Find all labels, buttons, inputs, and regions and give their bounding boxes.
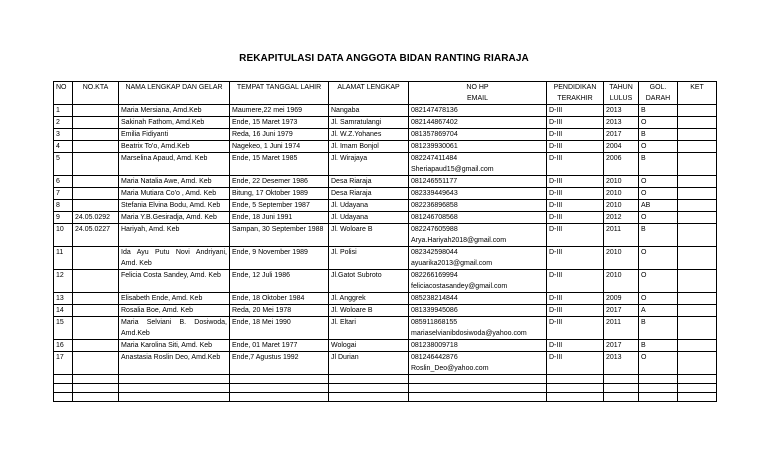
cell-tahun-lulus: 2013 bbox=[604, 117, 639, 129]
email-address: Arya.Hariyah2018@gmail.com bbox=[411, 237, 507, 244]
cell-hp bbox=[409, 141, 547, 153]
cell-ket bbox=[678, 129, 717, 141]
cell-ket bbox=[678, 200, 717, 212]
empty-row bbox=[54, 375, 717, 384]
phone-number: 081339945086 bbox=[411, 307, 458, 314]
cell-no: 6 bbox=[54, 176, 73, 188]
header-email: EMAIL bbox=[466, 95, 488, 102]
empty-cell bbox=[73, 393, 119, 402]
cell-alamat: Jl. Woloare B bbox=[329, 224, 409, 247]
cell-alamat: Jl Durian bbox=[329, 352, 409, 375]
header-tahun-lulus bbox=[604, 82, 639, 105]
cell-ttl: Ende, 18 Oktober 1984 bbox=[230, 293, 329, 305]
cell-no-kta: 24.05.0292 bbox=[73, 212, 119, 224]
cell-no: 9 bbox=[54, 212, 73, 224]
table-row bbox=[54, 141, 717, 153]
cell-no-kta bbox=[73, 153, 119, 176]
cell-no-kta bbox=[73, 247, 119, 270]
empty-cell bbox=[639, 393, 678, 402]
header-pendidikan-l2: TERAKHIR bbox=[557, 95, 593, 102]
cell-pendidikan: D-III bbox=[547, 200, 604, 212]
empty-cell bbox=[230, 393, 329, 402]
table-row bbox=[54, 188, 717, 200]
cell-ttl: Reda, 16 Juni 1979 bbox=[230, 129, 329, 141]
cell-no-kta bbox=[73, 188, 119, 200]
empty-cell bbox=[230, 375, 329, 384]
cell-no-kta bbox=[73, 352, 119, 375]
cell-pendidikan: D-III bbox=[547, 224, 604, 247]
empty-cell bbox=[329, 393, 409, 402]
cell-no-kta bbox=[73, 141, 119, 153]
empty-cell bbox=[678, 393, 717, 402]
cell-no: 10 bbox=[54, 224, 73, 247]
cell-ket bbox=[678, 141, 717, 153]
cell-tahun-lulus: 2013 bbox=[604, 352, 639, 375]
cell-ttl: Ende, 12 Juli 1986 bbox=[230, 270, 329, 293]
email-address: feliciacostasandey@gmail.com bbox=[411, 283, 508, 290]
cell-nama: Sakinah Fathom, Amd.Keb bbox=[119, 117, 230, 129]
empty-cell bbox=[678, 375, 717, 384]
empty-cell bbox=[547, 384, 604, 393]
cell-alamat: Jl.Gatot Subroto bbox=[329, 270, 409, 293]
cell-alamat: Desa Riaraja bbox=[329, 188, 409, 200]
phone-number: 081239930061 bbox=[411, 143, 458, 150]
cell-gol-darah: B bbox=[639, 153, 678, 176]
empty-cell bbox=[547, 393, 604, 402]
cell-ket bbox=[678, 247, 717, 270]
cell-gol-darah: O bbox=[639, 212, 678, 224]
table-row bbox=[54, 317, 717, 340]
header-gol-l1: GOL. bbox=[649, 84, 667, 91]
table-body bbox=[54, 105, 717, 402]
cell-hp bbox=[409, 129, 547, 141]
cell-ket bbox=[678, 352, 717, 375]
cell-tahun-lulus: 2010 bbox=[604, 270, 639, 293]
table-row bbox=[54, 117, 717, 129]
empty-cell bbox=[409, 384, 547, 393]
cell-gol-darah: O bbox=[639, 352, 678, 375]
empty-cell bbox=[119, 375, 230, 384]
cell-no-kta bbox=[73, 305, 119, 317]
empty-cell bbox=[119, 393, 230, 402]
cell-tahun-lulus: 2013 bbox=[604, 105, 639, 117]
cell-gol-darah: O bbox=[639, 293, 678, 305]
cell-hp bbox=[409, 117, 547, 129]
cell-alamat: Jl. W.Z.Yohanes bbox=[329, 129, 409, 141]
cell-no: 3 bbox=[54, 129, 73, 141]
empty-cell bbox=[639, 375, 678, 384]
cell-alamat: Nangaba bbox=[329, 105, 409, 117]
cell-nama: Maria Karolina Siti, Amd. Keb bbox=[119, 340, 230, 352]
cell-gol-darah: B bbox=[639, 340, 678, 352]
table-row bbox=[54, 129, 717, 141]
cell-hp bbox=[409, 293, 547, 305]
cell-ket bbox=[678, 317, 717, 340]
cell-ttl: Maumere,22 mei 1969 bbox=[230, 105, 329, 117]
cell-pendidikan: D-III bbox=[547, 270, 604, 293]
cell-hp bbox=[409, 153, 547, 176]
header-alamat: ALAMAT LENGKAP bbox=[329, 82, 409, 105]
empty-cell bbox=[678, 384, 717, 393]
cell-no-kta bbox=[73, 270, 119, 293]
cell-no-kta bbox=[73, 200, 119, 212]
cell-gol-darah: B bbox=[639, 224, 678, 247]
cell-tahun-lulus: 2017 bbox=[604, 340, 639, 352]
cell-ttl: Sampan, 30 September 1988 bbox=[230, 224, 329, 247]
cell-tahun-lulus: 2006 bbox=[604, 153, 639, 176]
phone-number: 081246551177 bbox=[411, 178, 458, 185]
empty-cell bbox=[54, 375, 73, 384]
phone-number: 081246442876 bbox=[411, 354, 458, 361]
cell-ttl: Ende, 15 Maret 1973 bbox=[230, 117, 329, 129]
header-tahun-l1: TAHUN bbox=[609, 84, 633, 91]
empty-cell bbox=[73, 384, 119, 393]
cell-hp bbox=[409, 105, 547, 117]
cell-tahun-lulus: 2011 bbox=[604, 224, 639, 247]
cell-gol-darah: AB bbox=[639, 200, 678, 212]
cell-gol-darah: O bbox=[639, 117, 678, 129]
cell-no-kta bbox=[73, 105, 119, 117]
cell-tahun-lulus: 2017 bbox=[604, 305, 639, 317]
cell-pendidikan: D-III bbox=[547, 317, 604, 340]
cell-pendidikan: D-III bbox=[547, 176, 604, 188]
cell-no: 17 bbox=[54, 352, 73, 375]
table-row bbox=[54, 105, 717, 117]
cell-no: 7 bbox=[54, 188, 73, 200]
cell-pendidikan: D-III bbox=[547, 141, 604, 153]
cell-tahun-lulus: 2004 bbox=[604, 141, 639, 153]
cell-tahun-lulus: 2010 bbox=[604, 188, 639, 200]
cell-gol-darah: A bbox=[639, 305, 678, 317]
table-row bbox=[54, 340, 717, 352]
cell-tahun-lulus: 2009 bbox=[604, 293, 639, 305]
empty-row bbox=[54, 393, 717, 402]
phone-number: 081357869704 bbox=[411, 131, 458, 138]
email-address: ayuarika2013@gmail.com bbox=[411, 260, 493, 267]
cell-gol-darah: O bbox=[639, 188, 678, 200]
cell-nama: Felicia Costa Sandey, Amd. Keb bbox=[119, 270, 230, 293]
cell-gol-darah: O bbox=[639, 141, 678, 153]
cell-nama: Stefania Elvina Bodu, Amd. Keb bbox=[119, 200, 230, 212]
empty-cell bbox=[639, 384, 678, 393]
phone-number: 082339449643 bbox=[411, 190, 458, 197]
cell-gol-darah: B bbox=[639, 317, 678, 340]
cell-ket bbox=[678, 176, 717, 188]
empty-cell bbox=[604, 393, 639, 402]
table-row bbox=[54, 352, 717, 375]
cell-gol-darah: O bbox=[639, 176, 678, 188]
cell-ket bbox=[678, 105, 717, 117]
cell-nama: Rosalia Boe, Amd. Keb bbox=[119, 305, 230, 317]
cell-no: 13 bbox=[54, 293, 73, 305]
cell-pendidikan: D-III bbox=[547, 129, 604, 141]
phone-number: 085238214844 bbox=[411, 295, 458, 302]
cell-nama: Maria Y.B.Gesiradja, Amd. Keb bbox=[119, 212, 230, 224]
cell-ket bbox=[678, 224, 717, 247]
cell-no: 2 bbox=[54, 117, 73, 129]
empty-cell bbox=[604, 384, 639, 393]
header-ttl: TEMPAT TANGGAL LAHIR bbox=[230, 82, 329, 105]
empty-cell bbox=[409, 393, 547, 402]
cell-no: 14 bbox=[54, 305, 73, 317]
empty-cell bbox=[119, 384, 230, 393]
cell-no: 8 bbox=[54, 200, 73, 212]
cell-pendidikan: D-III bbox=[547, 212, 604, 224]
cell-pendidikan: D-III bbox=[547, 305, 604, 317]
cell-ttl: Ende, 18 Mei 1990 bbox=[230, 317, 329, 340]
email-address: mariaselvianibdosiwoda@yahoo.com bbox=[411, 330, 527, 337]
cell-alamat: Jl. Samratulangi bbox=[329, 117, 409, 129]
cell-ket bbox=[678, 117, 717, 129]
cell-alamat: Jl. Eltari bbox=[329, 317, 409, 340]
cell-tahun-lulus: 2012 bbox=[604, 212, 639, 224]
header-no: NO bbox=[54, 82, 73, 105]
cell-ket bbox=[678, 212, 717, 224]
cell-alamat: Jl. Polisi bbox=[329, 247, 409, 270]
cell-alamat: Jl. Wirajaya bbox=[329, 153, 409, 176]
cell-nama: Maria Mutiara Co'o , Amd. Keb bbox=[119, 188, 230, 200]
phone-number: 085911868155 bbox=[411, 319, 458, 326]
header-pendidikan-l1: PENDIDIKAN bbox=[553, 84, 597, 91]
phone-number: 081238009718 bbox=[411, 342, 458, 349]
cell-no-kta bbox=[73, 317, 119, 340]
cell-no: 1 bbox=[54, 105, 73, 117]
cell-pendidikan: D-III bbox=[547, 293, 604, 305]
cell-no: 4 bbox=[54, 141, 73, 153]
cell-nama: Anastasia Roslin Deo, Amd.Keb bbox=[119, 352, 230, 375]
cell-tahun-lulus: 2010 bbox=[604, 176, 639, 188]
empty-cell bbox=[409, 375, 547, 384]
cell-hp bbox=[409, 176, 547, 188]
empty-cell bbox=[73, 375, 119, 384]
table-row bbox=[54, 305, 717, 317]
cell-no-kta bbox=[73, 117, 119, 129]
cell-ket bbox=[678, 153, 717, 176]
cell-ttl: Ende, 9 November 1989 bbox=[230, 247, 329, 270]
email-address: Roslin_Deo@yahoo.com bbox=[411, 365, 489, 372]
empty-cell bbox=[54, 393, 73, 402]
cell-hp bbox=[409, 270, 547, 293]
table-row bbox=[54, 224, 717, 247]
phone-number: 081246708568 bbox=[411, 214, 458, 221]
cell-gol-darah: B bbox=[639, 129, 678, 141]
cell-no-kta bbox=[73, 129, 119, 141]
cell-ttl: Bitung, 17 Oktober 1989 bbox=[230, 188, 329, 200]
cell-no-kta bbox=[73, 293, 119, 305]
phone-number: 082266169994 bbox=[411, 272, 458, 279]
cell-pendidikan: D-III bbox=[547, 117, 604, 129]
cell-no-kta bbox=[73, 176, 119, 188]
phone-number: 082247411484 bbox=[411, 155, 458, 162]
cell-no: 15 bbox=[54, 317, 73, 340]
cell-nama: Maria Mersiana, Amd.Keb bbox=[119, 105, 230, 117]
cell-ttl: Ende, 5 September 1987 bbox=[230, 200, 329, 212]
document-title: REKAPITULASI DATA ANGGOTA BIDAN RANTING RIARAJA bbox=[239, 53, 529, 64]
cell-no: 12 bbox=[54, 270, 73, 293]
cell-no: 11 bbox=[54, 247, 73, 270]
cell-ket bbox=[678, 270, 717, 293]
cell-pendidikan: D-III bbox=[547, 105, 604, 117]
cell-pendidikan: D-III bbox=[547, 153, 604, 176]
cell-alamat: Jl. Imam Bonjol bbox=[329, 141, 409, 153]
cell-no-kta: 24.05.0227 bbox=[73, 224, 119, 247]
cell-pendidikan: D-III bbox=[547, 247, 604, 270]
cell-ttl: Ende, 15 Maret 1985 bbox=[230, 153, 329, 176]
cell-tahun-lulus: 2017 bbox=[604, 129, 639, 141]
cell-pendidikan: D-III bbox=[547, 188, 604, 200]
cell-ttl: Ende, 22 Desemer 1986 bbox=[230, 176, 329, 188]
empty-cell bbox=[604, 375, 639, 384]
cell-alamat: Desa Riaraja bbox=[329, 176, 409, 188]
cell-tahun-lulus: 2010 bbox=[604, 247, 639, 270]
cell-pendidikan: D-III bbox=[547, 352, 604, 375]
cell-alamat: Jl. Udayana bbox=[329, 212, 409, 224]
cell-ttl: Ende,7 Agustus 1992 bbox=[230, 352, 329, 375]
cell-no-kta bbox=[73, 340, 119, 352]
cell-nama: Ida Ayu Putu Novi Andriyani, Amd. Keb bbox=[119, 247, 230, 270]
phone-number: 082147478136 bbox=[411, 107, 458, 114]
phone-number: 082342598044 bbox=[411, 249, 458, 256]
cell-hp bbox=[409, 224, 547, 247]
cell-hp bbox=[409, 212, 547, 224]
cell-gol-darah: O bbox=[639, 247, 678, 270]
table-header-row bbox=[54, 82, 717, 105]
empty-cell bbox=[329, 384, 409, 393]
cell-alamat: Jl. Woloare B bbox=[329, 305, 409, 317]
cell-nama: Maria Natalia Awe, Amd. Keb bbox=[119, 176, 230, 188]
phone-number: 082236896858 bbox=[411, 202, 458, 209]
header-hp-email bbox=[409, 82, 547, 105]
cell-pendidikan: D-III bbox=[547, 340, 604, 352]
cell-tahun-lulus: 2010 bbox=[604, 200, 639, 212]
cell-ttl: Ende, 18 Juni 1991 bbox=[230, 212, 329, 224]
table-row bbox=[54, 212, 717, 224]
phone-number: 082247605988 bbox=[411, 226, 458, 233]
cell-hp bbox=[409, 247, 547, 270]
cell-ttl: Ende, 01 Maret 1977 bbox=[230, 340, 329, 352]
cell-hp bbox=[409, 340, 547, 352]
cell-gol-darah: B bbox=[639, 105, 678, 117]
empty-cell bbox=[54, 384, 73, 393]
cell-hp bbox=[409, 352, 547, 375]
empty-cell bbox=[329, 375, 409, 384]
cell-nama: Marselina Apaud, Amd. Keb bbox=[119, 153, 230, 176]
cell-alamat: Jl. Udayana bbox=[329, 200, 409, 212]
cell-hp bbox=[409, 305, 547, 317]
empty-cell bbox=[547, 375, 604, 384]
cell-nama: Beatrix To'o, Amd.Keb bbox=[119, 141, 230, 153]
cell-ttl: Reda, 20 Mei 1978 bbox=[230, 305, 329, 317]
header-nama: NAMA LENGKAP DAN GELAR bbox=[119, 82, 230, 105]
header-tahun-l2: LULUS bbox=[609, 95, 633, 102]
table-row bbox=[54, 200, 717, 212]
email-address: Sheriapaud15@gmail.com bbox=[411, 166, 494, 173]
cell-nama: Maria Selviani B. Dosiwoda, Amd.Keb bbox=[119, 317, 230, 340]
cell-tahun-lulus: 2011 bbox=[604, 317, 639, 340]
table-row bbox=[54, 176, 717, 188]
cell-hp bbox=[409, 200, 547, 212]
cell-ket bbox=[678, 293, 717, 305]
header-no-kta: NO.KTA bbox=[73, 82, 119, 105]
table-row bbox=[54, 270, 717, 293]
member-table bbox=[53, 81, 717, 402]
phone-number: 082144867402 bbox=[411, 119, 458, 126]
empty-row bbox=[54, 384, 717, 393]
cell-ttl: Nagekeo, 1 Juni 1974 bbox=[230, 141, 329, 153]
header-pendidikan bbox=[547, 82, 604, 105]
empty-cell bbox=[230, 384, 329, 393]
table-row bbox=[54, 293, 717, 305]
cell-hp bbox=[409, 317, 547, 340]
cell-no: 5 bbox=[54, 153, 73, 176]
header-gol-darah bbox=[639, 82, 678, 105]
cell-ket bbox=[678, 305, 717, 317]
table-row bbox=[54, 153, 717, 176]
cell-nama: Hariyah, Amd. Keb bbox=[119, 224, 230, 247]
cell-no: 16 bbox=[54, 340, 73, 352]
cell-alamat: Jl. Anggrek bbox=[329, 293, 409, 305]
cell-gol-darah: O bbox=[639, 270, 678, 293]
header-hp: NO HP bbox=[466, 84, 489, 91]
cell-ket bbox=[678, 188, 717, 200]
table-row bbox=[54, 247, 717, 270]
cell-nama: Emilia Fidiyanti bbox=[119, 129, 230, 141]
header-gol-l2: DARAH bbox=[645, 95, 671, 102]
cell-hp bbox=[409, 188, 547, 200]
cell-nama: Elisabeth Ende, Amd. Keb bbox=[119, 293, 230, 305]
cell-alamat: Wologai bbox=[329, 340, 409, 352]
cell-ket bbox=[678, 340, 717, 352]
header-ket: KET bbox=[678, 82, 717, 105]
